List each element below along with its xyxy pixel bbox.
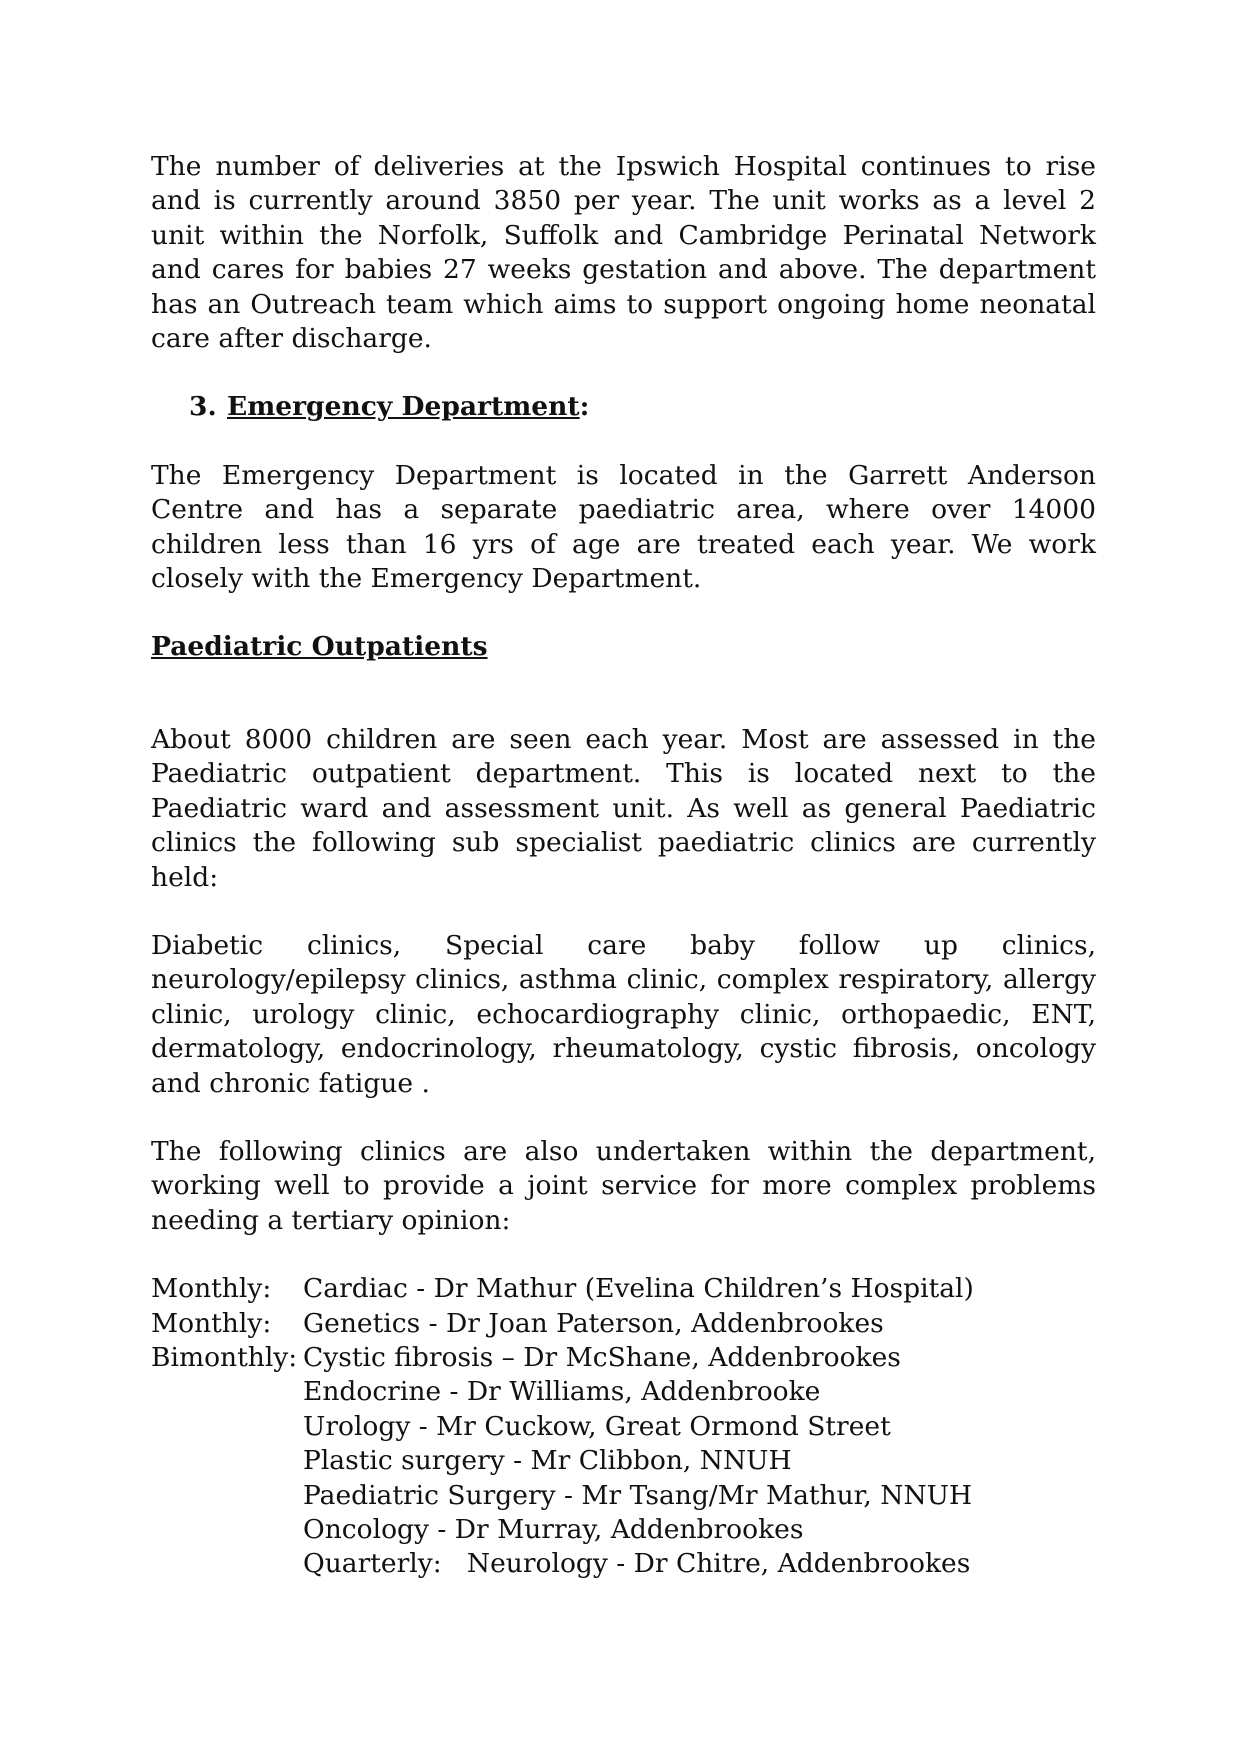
clinic-detail: Genetics - Dr Joan Paterson, Addenbrookes [303, 1307, 884, 1339]
clinic-row [151, 1307, 974, 1341]
spacer [151, 596, 1096, 630]
clinic-frequency [151, 1479, 303, 1513]
clinic-row [151, 1410, 974, 1444]
outpatients-paragraph-3: The following clinics are also undertaken within the department, working well to provide a joint service for more complex problems needing a tertiary opinion: [151, 1135, 1096, 1236]
clinic-frequency [151, 1375, 303, 1409]
clinic-row [151, 1513, 974, 1547]
clinic-row [151, 1375, 974, 1409]
spacer [151, 425, 1096, 459]
spacer [151, 356, 1096, 390]
outpatients-heading-text: Paediatric Outpatients [151, 631, 488, 663]
outpatients-clinic-list: Diabetic clinics, Special care baby follow up clinics, neurology/epilepsy clinics, asthma clinic, complex respiratory, allergy clinic, urology clinic, echocardiography clinic, orthopaedic, ENT, dermatology, endocrinology, rheumatology, cystic fibrosis, oncology and chronic fatigue . [151, 929, 1096, 1099]
clinic-row [151, 1444, 974, 1478]
clinic-frequency [151, 1444, 303, 1478]
clinic-frequency [151, 1513, 303, 1547]
clinic-detail: Endocrine - Dr Williams, Addenbrooke [303, 1376, 821, 1408]
clinic-detail: Paediatric Surgery - Mr Tsang/Mr Mathur, NNUH [303, 1479, 973, 1511]
clinic-detail: Oncology - Dr Murray, Addenbrookes [303, 1514, 804, 1545]
emergency-heading-text: Emergency Department [227, 391, 580, 423]
emergency-heading [151, 390, 1096, 424]
clinic-detail: Urology - Mr Cuckow, Great Ormond Street [303, 1410, 891, 1442]
spacer [151, 665, 1096, 723]
spacer [151, 1238, 1096, 1272]
intro-paragraph: The number of deliveries at the Ipswich Hospital continues to rise and is currently around 3850 per year. The unit works as a level 2 unit within the Norfolk, Suffolk and Cambridge Perinatal Network and cares for babies 27 weeks gestation and above. The department has an Outreach team which aims to support ongoing home neonatal care after discharge. [151, 151, 1096, 355]
clinic-frequency [151, 1410, 303, 1444]
clinic-frequency: Monthly: [151, 1307, 272, 1339]
clinic-detail: Cystic fibrosis – Dr McShane, Addenbrookes [303, 1341, 901, 1373]
clinic-frequency [151, 1547, 303, 1581]
heading-colon: : [579, 391, 590, 423]
outpatients-paragraph-1: About 8000 children are seen each year. Most are assessed in the Paediatric outpatient department. This is located next to the Paediatric ward and assessment unit. As well as general Paediatric clinics the following sub specialist paediatric clinics are currently held: [151, 723, 1096, 893]
clinic-row [151, 1479, 974, 1513]
clinic-row [151, 1272, 974, 1306]
clinic-frequency: Bimonthly: [151, 1341, 298, 1373]
document-page [151, 150, 1096, 1582]
spacer [151, 1101, 1096, 1135]
clinic-detail: Plastic surgery - Mr Clibbon, NNUH [303, 1445, 792, 1477]
clinic-row [151, 1547, 974, 1581]
spacer [151, 895, 1096, 929]
clinic-frequency: Monthly: [151, 1273, 272, 1305]
clinic-detail: Cardiac - Dr Mathur (Evelina Children’s Hospital) [303, 1273, 974, 1305]
clinic-detail: Quarterly: Neurology - Dr Chitre, Addenbrookes [303, 1548, 971, 1580]
outpatients-heading [151, 630, 1096, 664]
section-number: 3. [189, 391, 217, 423]
visiting-clinics-table [151, 1272, 974, 1582]
clinic-row [151, 1341, 974, 1375]
emergency-paragraph: The Emergency Department is located in the Garrett Anderson Centre and has a separate paediatric area, where over 14000 children less than 16 yrs of age are treated each year. We work closely with the Emergency Department. [151, 459, 1096, 595]
